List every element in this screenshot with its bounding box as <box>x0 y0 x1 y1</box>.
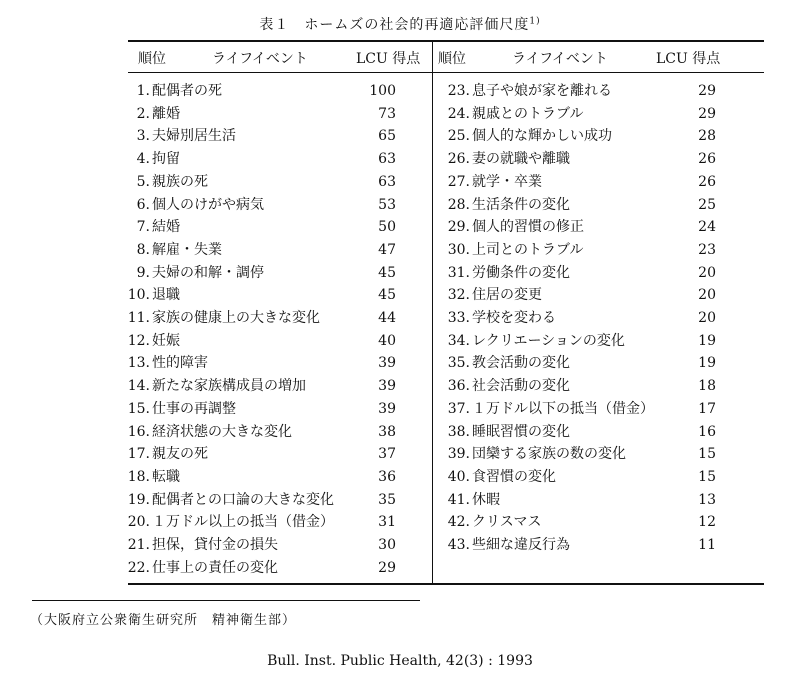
row-rank: 11. <box>127 310 150 326</box>
row-rank: 29. <box>447 219 470 236</box>
row-score: 20 <box>698 287 716 304</box>
row-score: 39 <box>378 400 396 417</box>
row-score: 39 <box>378 355 396 372</box>
row-event: 家族の健康上の大きな変化 <box>152 310 320 326</box>
table-row <box>118 511 408 533</box>
row-rank: 33. <box>447 310 470 326</box>
table-row <box>436 466 726 488</box>
row-score: 17 <box>698 400 716 417</box>
row-rank: 4. <box>136 151 150 168</box>
table-row <box>436 80 726 102</box>
table-column-divider <box>432 42 433 583</box>
table-row <box>436 194 726 216</box>
row-event: 配偶者との口論の大きな変化 <box>152 491 334 508</box>
row-score: 20 <box>698 264 716 281</box>
row-rank: 21. <box>127 537 150 553</box>
row-rank: 32. <box>447 287 470 304</box>
row-event: 食習慣の変化 <box>472 468 556 485</box>
row-event: レクリエーションの変化 <box>472 332 625 349</box>
row-rank: 6. <box>136 196 150 213</box>
row-event: 団欒する家族の数の変化 <box>472 446 626 463</box>
citation: Bull. Inst. Public Health, 42(3) : 1993 <box>267 653 533 669</box>
row-event: クリスマス <box>472 514 542 531</box>
row-score: 50 <box>378 219 396 236</box>
row-score: 40 <box>378 332 396 349</box>
footnote-rule <box>32 600 420 601</box>
row-event: 配偶者の死 <box>152 83 222 99</box>
row-score: 15 <box>698 468 716 485</box>
row-rank: 7. <box>136 219 150 236</box>
row-rank: 5. <box>136 173 150 190</box>
row-event: 親戚とのトラブル <box>472 105 584 122</box>
row-rank: 1. <box>136 83 150 99</box>
table-row <box>436 103 726 125</box>
row-event: 住居の変更 <box>472 287 542 304</box>
row-event: 親族の死 <box>152 173 208 190</box>
row-score: 26 <box>698 151 716 168</box>
row-event: 教会活動の変化 <box>472 355 570 372</box>
row-event: 親友の死 <box>152 446 208 463</box>
table-row <box>118 398 408 420</box>
table-row <box>118 557 408 579</box>
row-rank: 37. <box>447 400 470 417</box>
row-event: 結婚 <box>152 219 180 236</box>
row-rank: 10. <box>127 287 150 304</box>
row-event: 学校を変わる <box>472 310 556 326</box>
row-event: 仕事上の責任の変化 <box>152 559 278 576</box>
table-row <box>436 352 726 374</box>
header-score-left: LCU 得点 <box>356 51 421 67</box>
row-event: 妻の就職や離職 <box>472 151 570 168</box>
row-event: 拘留 <box>152 151 180 168</box>
table-row <box>436 284 726 306</box>
row-rank: 35. <box>447 355 470 372</box>
row-rank: 9. <box>136 264 150 281</box>
row-score: 45 <box>378 264 396 281</box>
table-row <box>118 171 408 193</box>
row-score: 29 <box>378 559 396 576</box>
table-row <box>118 125 408 147</box>
row-event: 就学・卒業 <box>472 173 542 190</box>
row-rank: 17. <box>127 446 150 463</box>
row-rank: 14. <box>127 378 150 395</box>
row-score: 38 <box>378 423 396 440</box>
table-row <box>118 148 408 170</box>
row-event: 仕事の再調整 <box>152 400 236 417</box>
table-row <box>436 262 726 284</box>
row-event: 新たな家族構成員の増加 <box>152 378 306 395</box>
table-top-rule <box>128 40 764 42</box>
table-row <box>118 352 408 374</box>
row-rank: 23. <box>447 83 470 99</box>
table-row <box>436 375 726 397</box>
row-event: 生活条件の変化 <box>472 196 570 213</box>
row-event: 解雇・失業 <box>152 241 222 258</box>
row-event: 経済状態の大きな変化 <box>152 423 292 440</box>
row-rank: 28. <box>447 196 470 213</box>
table-row <box>436 421 726 443</box>
row-rank: 42. <box>447 514 470 531</box>
row-score: 45 <box>378 287 396 304</box>
row-score: 44 <box>378 310 396 326</box>
row-event: 退職 <box>152 287 180 304</box>
row-event: １万ドル以上の抵当（借金） <box>152 514 334 531</box>
table-row <box>118 443 408 465</box>
table-row <box>436 489 726 511</box>
table-row <box>118 194 408 216</box>
header-rank-right: 順位 <box>438 51 466 67</box>
row-event: 睡眠習慣の変化 <box>472 423 570 440</box>
row-event: 性的障害 <box>152 355 208 372</box>
row-rank: 2. <box>136 105 150 122</box>
table-bottom-rule <box>128 583 764 585</box>
row-rank: 19. <box>127 491 150 508</box>
row-score: 39 <box>378 378 396 395</box>
row-event: 個人的習慣の修正 <box>472 219 584 236</box>
table-row <box>118 534 408 556</box>
row-event: 夫婦の和解・調停 <box>152 264 264 281</box>
row-event: １万ドル以下の抵当（借金） <box>472 400 654 417</box>
row-rank: 8. <box>136 241 150 258</box>
table-row <box>118 466 408 488</box>
row-event: 担保，貸付金の損失 <box>152 537 278 553</box>
row-rank: 27. <box>447 173 470 190</box>
row-score: 19 <box>698 332 716 349</box>
row-rank: 16. <box>127 423 150 440</box>
row-rank: 18. <box>127 468 150 485</box>
table-row <box>436 216 726 238</box>
row-score: 37 <box>378 446 396 463</box>
row-event: 夫婦別居生活 <box>152 128 236 145</box>
table-row <box>436 307 726 329</box>
row-rank: 31. <box>447 264 470 281</box>
row-event: 些細な違反行為 <box>472 537 570 553</box>
table-row <box>118 375 408 397</box>
table-row <box>436 534 726 556</box>
row-event: 離婚 <box>152 105 180 122</box>
table-row <box>118 284 408 306</box>
row-score: 73 <box>378 105 396 122</box>
row-score: 26 <box>698 173 716 190</box>
row-score: 30 <box>378 537 396 553</box>
table-row <box>118 262 408 284</box>
row-score: 29 <box>698 105 716 122</box>
row-score: 29 <box>698 83 716 99</box>
row-score: 47 <box>378 241 396 258</box>
row-event: 転職 <box>152 468 180 485</box>
row-rank: 38. <box>447 423 470 440</box>
row-rank: 13. <box>127 355 150 372</box>
table-row <box>436 148 726 170</box>
table-row <box>118 330 408 352</box>
table-row <box>118 80 408 102</box>
table-row <box>118 489 408 511</box>
row-score: 28 <box>698 128 716 145</box>
header-score-right: LCU 得点 <box>656 51 721 67</box>
table-row <box>436 330 726 352</box>
row-rank: 41. <box>447 491 470 508</box>
row-score: 11 <box>698 537 716 553</box>
table-header-rule <box>128 72 764 73</box>
table-row <box>118 239 408 261</box>
row-rank: 3. <box>136 128 150 145</box>
row-rank: 25. <box>447 128 470 145</box>
row-event: 妊娠 <box>152 332 180 349</box>
header-event-left: ライフイベント <box>212 51 308 67</box>
row-score: 13 <box>698 491 716 508</box>
row-rank: 43. <box>447 537 470 553</box>
row-rank: 15. <box>127 400 150 417</box>
row-score: 63 <box>378 151 396 168</box>
row-score: 53 <box>378 196 396 213</box>
table-row <box>436 239 726 261</box>
row-rank: 36. <box>447 378 470 395</box>
row-event: 社会活動の変化 <box>472 378 570 395</box>
row-event: 休暇 <box>472 491 500 508</box>
row-rank: 12. <box>127 332 150 349</box>
table-row <box>436 125 726 147</box>
table-row <box>436 171 726 193</box>
table-row <box>118 103 408 125</box>
row-score: 63 <box>378 173 396 190</box>
row-rank: 24. <box>447 105 470 122</box>
row-score: 18 <box>698 378 716 395</box>
row-rank: 22. <box>127 559 150 576</box>
table-row <box>118 421 408 443</box>
row-score: 36 <box>378 468 396 485</box>
table-row <box>436 511 726 533</box>
row-rank: 40. <box>447 468 470 485</box>
table-row <box>436 443 726 465</box>
row-event: 個人のけがや病気 <box>152 196 264 213</box>
table-row <box>436 398 726 420</box>
row-rank: 20. <box>127 514 150 531</box>
table-row <box>118 216 408 238</box>
row-event: 労働条件の変化 <box>472 264 570 281</box>
row-score: 12 <box>698 514 716 531</box>
row-score: 25 <box>698 196 716 213</box>
row-event: 個人的な輝かしい成功 <box>472 128 612 145</box>
row-score: 31 <box>378 514 396 531</box>
row-rank: 26. <box>447 151 470 168</box>
row-score: 23 <box>698 241 716 258</box>
header-event-right: ライフイベント <box>512 51 608 67</box>
row-event: 上司とのトラブル <box>472 241 584 258</box>
row-score: 16 <box>698 423 716 440</box>
row-score: 24 <box>698 219 716 236</box>
row-score: 35 <box>378 491 396 508</box>
table-title: 表１ ホームズの社会的再適応評価尺度$^{1)}$ <box>259 16 541 33</box>
header-rank-left: 順位 <box>138 51 166 67</box>
row-score: 65 <box>378 128 396 145</box>
row-score: 20 <box>698 310 716 326</box>
row-score: 15 <box>698 446 716 463</box>
row-score: 100 <box>369 83 396 99</box>
row-rank: 34. <box>447 332 470 349</box>
row-score: 19 <box>698 355 716 372</box>
row-event: 息子や娘が家を離れる <box>472 83 612 99</box>
row-rank: 39. <box>447 446 470 463</box>
row-rank: 30. <box>447 241 470 258</box>
title-footnote-mark: 1) <box>529 16 541 27</box>
table-row <box>118 307 408 329</box>
footnote: （大阪府立公衆衛生研究所 精神衛生部） <box>30 613 297 628</box>
